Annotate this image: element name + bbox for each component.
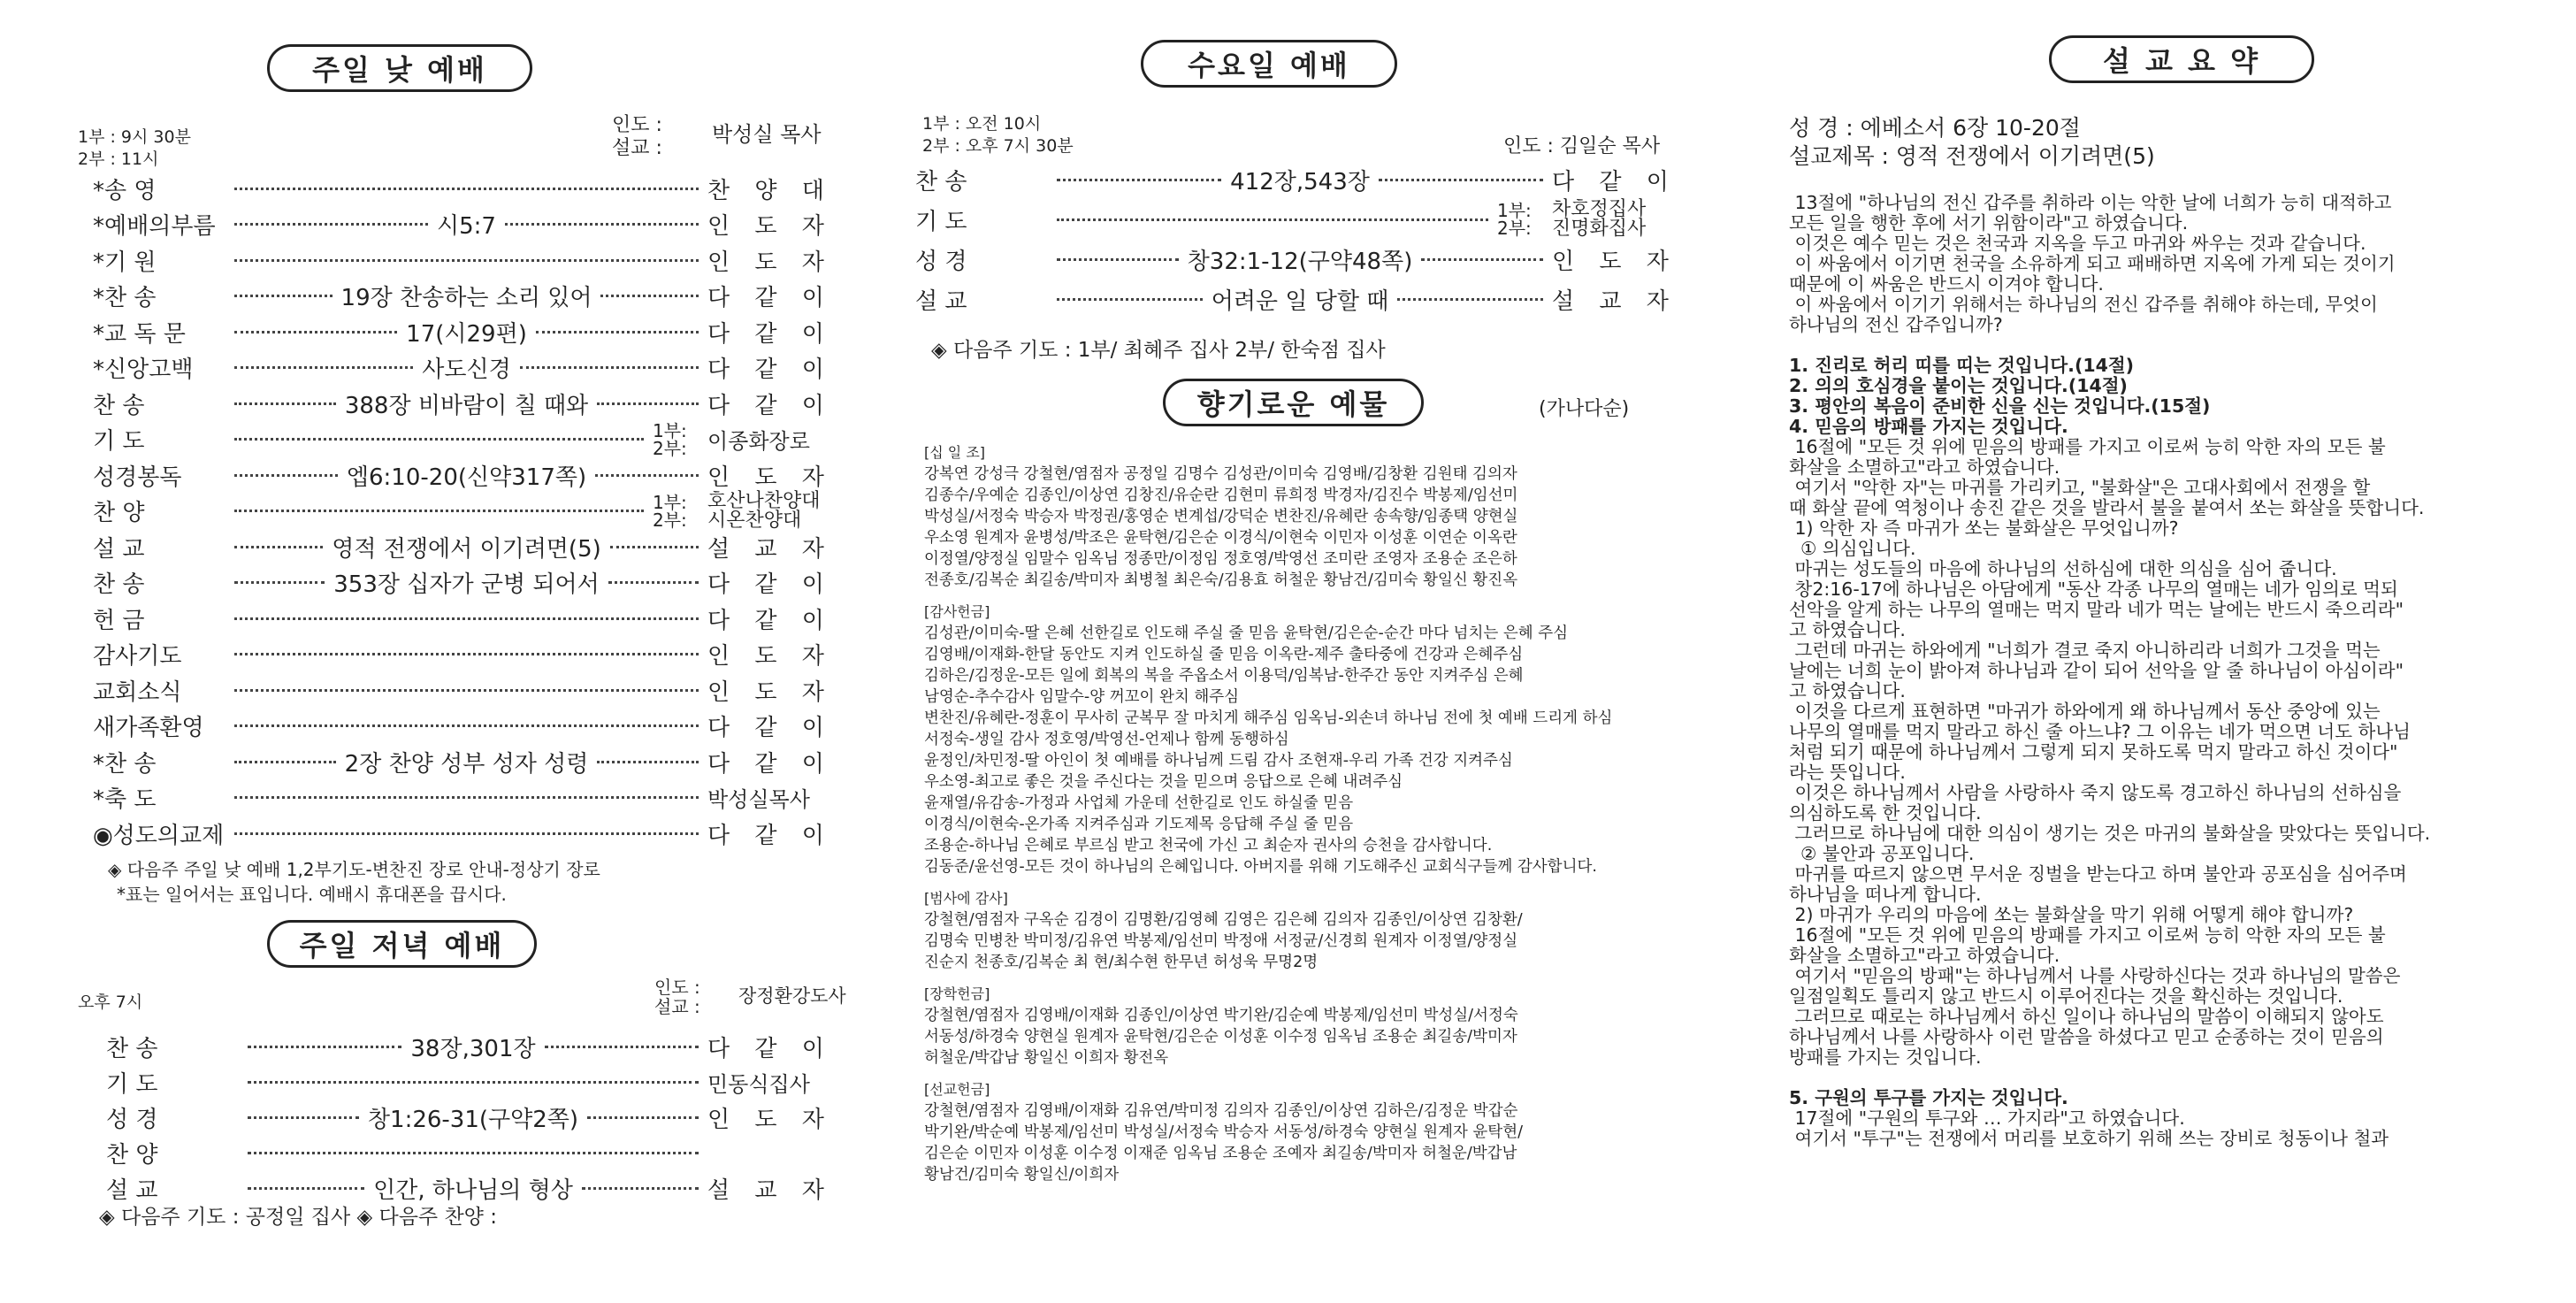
order-label: 성 경	[106, 1106, 158, 1133]
order-content	[225, 746, 707, 778]
sermon-line: 1) 악한 자 즉 마귀가 쏘는 불화살은 무엇입니까?	[1789, 517, 2179, 539]
sermon-line: 3. 평안의 복음이 준비한 신을 신는 것입니다.(15절)	[1789, 395, 2211, 417]
order-performer: 박성실목사	[707, 787, 810, 812]
order-performers	[1552, 200, 1693, 239]
leader-dots	[610, 546, 699, 548]
sermon-line: 라는 뜻입니다.	[1789, 762, 1906, 783]
order-performer: 인 도 자	[707, 1106, 833, 1133]
order-content	[225, 316, 707, 349]
sermon-line: 고 하였습니다.	[1789, 680, 1906, 701]
order-label: 성 경	[915, 248, 967, 275]
order-performer: 다 같 이	[707, 392, 833, 419]
offering-section	[924, 602, 1693, 878]
order-performer: 호산나찬양대	[707, 489, 821, 512]
leader-dots	[520, 366, 699, 369]
order-label: ◉성도의교제	[93, 822, 225, 849]
order-label: 설 교	[106, 1177, 158, 1204]
offering-line: 허철운/박갑남 황일신 이희자 황전옥	[924, 1049, 1169, 1067]
order-performer: 진명화집사	[1552, 218, 1647, 240]
order-row	[93, 350, 849, 386]
officiant-name: 박성실 목사	[712, 122, 822, 147]
order-row	[915, 162, 1693, 197]
leader-dots	[234, 761, 336, 763]
leader-dots	[536, 331, 699, 333]
leader-dots	[582, 1187, 699, 1190]
order-performer: 다 같 이	[707, 320, 833, 348]
order-label: *송 영	[93, 177, 157, 204]
officiant-label-sermon: 설교 :	[612, 137, 662, 159]
offering-line: 전종호/김복순 최길송/박미자 최병철 최은숙/김용효 허철운 황남건/김미숙 황일신 황진옥	[924, 571, 1518, 589]
sermon-line: ① 의심입니다.	[1789, 538, 1916, 559]
order-performer: 다 같 이	[707, 356, 833, 383]
part-label: 2부:	[1497, 218, 1532, 239]
offering-line: 강복연 강성극 강철현/염점자 공정일 김명수 김성관/이미숙 김영배/김창환 김원태 김의자	[924, 465, 1517, 483]
offering-line: 박기완/박순예 박봉제/임선미 박성실/서정숙 박승자 서동성/하경숙 양현실 원계자 윤탁현/	[924, 1123, 1523, 1141]
offering-line: 우소영 원계자 윤병성/박조은 윤탁현/김은순 이경식/이현숙 이민자 이성훈 이연순 이옥란	[924, 529, 1517, 547]
part-label: 1부:	[653, 419, 687, 441]
order-row	[93, 386, 849, 421]
sermon-line: 여기서 "투구"는 전쟁에서 머리를 보호하기 위해 쓰는 장비로 청동이나 철과	[1789, 1128, 2389, 1149]
order-label: 기 도	[106, 1070, 158, 1098]
sermon-line: 하나님의 전신 갑주입니까?	[1789, 314, 2003, 335]
offering-sections	[924, 442, 1693, 1196]
sermon-line: 그러므로 때로는 하나님께서 하신 일이나 하나님의 말씀이 이해되지 않아도	[1789, 1006, 2384, 1027]
order-performer: 민동식집사	[707, 1071, 810, 1097]
sermon-line: 방패를 가지는 것입니다.	[1789, 1046, 1982, 1068]
sermon-line: 이 싸움에서 이기기 위해서는 하나님의 전신 갑주를 취해야 하는데, 무엇이	[1789, 294, 2378, 315]
order-row	[93, 637, 849, 672]
sermon-line: 여기서 "믿음의 방패"는 하나님께서 나를 사랑하신다는 것과 하나님의 말씀은	[1789, 965, 2401, 986]
order-performer: 다 같 이	[707, 715, 833, 741]
order-label: *찬 송	[93, 285, 157, 311]
order-row	[93, 816, 849, 851]
sermon-line: ② 불안과 공포입니다.	[1789, 843, 1975, 864]
part-label: 2부:	[653, 509, 687, 531]
offering-line: 남영순-추수감사 임말수-양 꺼꼬이 완치 해주심	[924, 688, 1240, 706]
sermon-line: 그런데 마귀는 하와에게 "너희가 결코 죽지 아니하리라 너희가 그것을 먹는	[1789, 640, 2381, 661]
leader-dots	[234, 223, 428, 226]
sermon-line: 창2:16-17에 하나님은 아담에게 "동산 각종 나무의 열매는 네가 임의로 먹되	[1789, 579, 2398, 600]
order-content	[225, 724, 707, 727]
offering-order-note: (가나다순)	[1539, 398, 1630, 420]
order-content	[1048, 243, 1552, 276]
order-content	[239, 1081, 707, 1084]
evening-label-sermon: 설교 :	[654, 996, 700, 1017]
order-performer: 설 교 자	[1552, 287, 1678, 315]
order-content	[225, 531, 707, 563]
sermon-line	[1789, 1068, 2558, 1088]
sermon-line: 하나님을 떠나게 합니다.	[1789, 884, 1982, 905]
sermon-line: 2. 의의 호심경을 붙이는 것입니다.(14절)	[1789, 375, 2128, 396]
order-content	[225, 188, 707, 190]
sermon-summary-column	[1782, 0, 2560, 1303]
order-label: 감사기도	[93, 643, 182, 670]
order-item-text: 창32:1-12(구약48쪽)	[1187, 248, 1413, 275]
offering-section	[924, 888, 1693, 973]
part-label: 2부:	[653, 437, 687, 459]
sermon-line: 마귀를 따르지 않으면 무서운 징벌을 받는다고 하며 불안과 공포심을 심어주며	[1789, 863, 2407, 885]
order-row	[106, 1135, 849, 1170]
order-label: 찬 양	[93, 500, 145, 526]
sermon-line: 화살을 소멸하고"라고 하였습니다.	[1789, 945, 2060, 966]
sermon-heading: 설교제목 : 영적 전쟁에서 이기려면(5)	[1789, 143, 2155, 169]
order-row	[93, 171, 849, 206]
leader-dots	[248, 1187, 364, 1190]
leader-dots	[505, 223, 699, 226]
leader-dots	[1057, 298, 1203, 301]
order-performer: 다 같 이	[707, 1035, 833, 1062]
leader-dots	[248, 1046, 401, 1048]
offering-section	[924, 1079, 1693, 1185]
sunday-day-title: 주일 낮 예배	[267, 44, 532, 92]
leader-dots	[234, 366, 413, 369]
offering-line: 강철현/염점자 구옥순 김경이 김명환/김영혜 김영은 김은혜 김의자 김종인/이상연 김창환/	[924, 911, 1523, 929]
sermon-line: 2) 마귀가 우리의 마음에 쏘는 불화살을 막기 위해 어떻게 해야 합니까?	[1789, 904, 2354, 925]
leader-dots	[234, 259, 699, 262]
order-label: 설 교	[915, 287, 967, 315]
sermon-line	[1789, 335, 2558, 356]
sermon-line: 16절에 "모든 것 위에 믿음의 방패를 가지고 이로써 능히 악한 자의 모든 불	[1789, 436, 2386, 457]
order-content	[239, 1172, 707, 1205]
wed-next-prayer: ◈ 다음주 기도 : 1부/ 최혜주 집사 2부/ 한숙점 집사	[931, 339, 1386, 362]
sermon-line: 여기서 "악한 자"는 마귀를 가리키고, "불화살"은 고대사회에서 전쟁을 할	[1789, 477, 2371, 498]
sermon-body	[1789, 193, 2558, 1149]
wed-time-1: 1부 : 오전 10시	[922, 114, 1042, 134]
order-content	[239, 1152, 707, 1154]
evening-officiant-name: 장정환강도사	[738, 985, 846, 1007]
order-performer: 인 도 자	[707, 249, 833, 276]
leader-dots	[587, 1116, 699, 1119]
order-content	[1048, 283, 1552, 316]
leader-dots	[234, 295, 333, 297]
leader-dots	[248, 1116, 359, 1119]
offering-line: 변찬진/유혜란-정훈이 무사히 군복무 잘 마치게 해주심 임옥님-외손녀 하나님 전에 첫 예배 드리게 하심	[924, 709, 1613, 727]
order-label: *축 도	[93, 786, 157, 813]
order-performer: 이종화장로	[707, 429, 810, 454]
order-performer: 설 교 자	[707, 1177, 833, 1204]
order-label: 찬 양	[106, 1141, 158, 1169]
offering-line: 김하은/김정운-모든 일에 회복의 복을 주옵소서 이용덕/임복남-한주간 동안 지켜주심 은혜	[924, 667, 1524, 685]
offering-line: 이정열/양정실 임말수 임옥님 정종만/이정임 정호영/박영선 조미란 조영자 조용순 조은하	[924, 550, 1517, 568]
order-row	[93, 457, 849, 493]
leader-dots	[600, 295, 699, 297]
part-label: 1부:	[653, 491, 687, 513]
offering-section-head: [감사헌금]	[924, 603, 990, 620]
officiant-label-lead: 인도 :	[612, 114, 662, 136]
sermon-line: 마귀는 성도들의 마음에 하나님의 선하심에 대한 의심을 심어 줍니다.	[1789, 558, 2337, 579]
sermon-line: 처럼 되기 때문에 하나님께서 그렇게 되지 못하도록 먹지 말라고 하신 것이다"	[1789, 741, 2398, 763]
leader-dots	[1057, 218, 1488, 221]
order-content	[225, 491, 707, 531]
sermon-line: 일점일획도 틀리지 않고 반드시 이루어진다는 것을 확신하는 것입니다.	[1789, 985, 2343, 1007]
leader-dots	[234, 510, 644, 512]
order-row	[915, 241, 1693, 277]
offering-line: 김동준/윤선영-모든 것이 하나님의 은혜입니다. 아버지를 위해 기도해주신 교회식구들께 감사합니다.	[924, 858, 1597, 876]
order-label: *신앙고백	[93, 356, 194, 383]
offering-line: 강철현/염점자 김영배/이재화 김종인/이상연 박기완/김순예 박봉제/임선미 박성실/서정숙	[924, 1007, 1518, 1024]
order-performer: 찬 양 대	[707, 177, 833, 204]
offering-title: 향기로운 예물	[1163, 379, 1424, 426]
sermon-line: 선악을 알게 하는 나무의 열매는 먹지 말라 네가 먹는 날에는 반드시 죽으리라"	[1789, 599, 2404, 620]
order-item-text: 영적 전쟁에서 이기려면(5)	[332, 535, 601, 563]
order-content	[239, 1101, 707, 1134]
order-content	[225, 280, 707, 312]
wed-time-2: 2부 : 오후 7시 30분	[922, 136, 1074, 156]
sermon-line: 이 싸움에서 이기면 천국을 소유하게 되고 패배하면 지옥에 가게 되는 것이기	[1789, 253, 2396, 274]
order-content	[225, 459, 707, 492]
order-content	[225, 653, 707, 655]
offering-section-head: [장학헌금]	[924, 985, 990, 1002]
offering-line: 서정숙-생일 감사 정호영/박영선-언제나 함께 동행하심	[924, 731, 1289, 748]
offering-line: 김종수/우예순 김종인/이상연 김창진/유순란 김현미 류희정 박경자/김진수 박봉제/임선미	[924, 487, 1518, 504]
order-performer: 시온찬양대	[707, 509, 802, 532]
order-label: *예배의부름	[93, 213, 216, 240]
sermon-line: 때 화살 끝에 역청이나 송진 같은 것을 발라서 불을 붙여서 쏘는 화살을 뜻합니다.	[1789, 497, 2425, 518]
sermon-line: 4. 믿음의 방패를 가지는 것입니다.	[1789, 416, 2068, 437]
order-row	[106, 1100, 849, 1135]
order-item-text: 2장 찬양 성부 성자 성령	[344, 750, 589, 778]
leader-dots	[248, 1081, 699, 1084]
order-content	[1048, 202, 1552, 237]
service-time-1: 1부 : 9시 30분	[78, 127, 191, 147]
leader-dots	[1057, 258, 1179, 261]
order-label: 헌 금	[93, 607, 145, 634]
order-performer: 인 도 자	[707, 213, 833, 240]
offering-line: 조용순-하나님 은혜로 부르심 받고 천국에 가신 고 최순자 권사의 승천을 감사합니다.	[924, 837, 1493, 855]
leader-dots	[234, 617, 699, 620]
order-label: *기 원	[93, 249, 157, 276]
order-row	[93, 744, 849, 779]
order-content	[225, 832, 707, 835]
leader-dots	[234, 438, 644, 441]
order-row	[93, 601, 849, 636]
order-content	[1048, 164, 1552, 196]
part-labels	[653, 491, 707, 531]
sermon-line: 날에는 너희 눈이 밝아져 하나님과 같이 되어 선악을 알 줄 하나님이 아심이라"	[1789, 660, 2404, 681]
sermon-line: 고 하였습니다.	[1789, 619, 1906, 640]
leader-dots	[1397, 298, 1543, 301]
sunday-service-column	[71, 0, 849, 1303]
order-row	[915, 281, 1693, 317]
order-label: 기 도	[93, 428, 145, 455]
sermon-line: 그러므로 하나님에 대한 의심이 생기는 것은 마귀의 불화살을 맞았다는 뜻입니다.	[1789, 823, 2431, 844]
order-content	[225, 259, 707, 262]
leader-dots	[234, 653, 699, 655]
leader-dots	[234, 832, 699, 835]
order-content	[225, 387, 707, 420]
order-row	[93, 709, 849, 744]
order-label: 찬 송	[915, 168, 967, 195]
sermon-line: 17절에 "구원의 투구와 … 가지라"고 하였습니다.	[1789, 1108, 2185, 1129]
evening-label-lead: 인도 :	[654, 977, 700, 998]
order-row	[93, 279, 849, 314]
part-labels	[1497, 202, 1552, 237]
leader-dots	[1057, 179, 1221, 181]
order-row	[93, 672, 849, 708]
order-label: 기 도	[915, 208, 967, 235]
order-performer: 다 같 이	[707, 571, 833, 598]
leader-dots	[234, 724, 699, 727]
order-performer: 다 같 이	[707, 607, 833, 634]
order-content	[225, 689, 707, 692]
order-row	[93, 242, 849, 278]
order-content	[225, 617, 707, 620]
order-label: 찬 송	[106, 1035, 158, 1062]
order-label: 새가족환영	[93, 715, 204, 741]
offering-line: 진순지 천종호/김복순 최 현/최수현 한무년 허성욱 무명2명	[924, 954, 1319, 971]
evening-title: 주일 저녁 예배	[267, 920, 537, 968]
order-item-text: 412장,543장	[1230, 168, 1370, 195]
offering-line: 김영배/이재화-한달 동안도 지켜 인도하실 줄 믿음 이옥란-제주 출타중에 건강과 은혜주심	[924, 646, 1524, 663]
sermon-line: 때문에 이 싸움은 반드시 이겨야 합니다.	[1789, 273, 2104, 295]
offering-section-head: [범사에 감사]	[924, 890, 1008, 907]
sermon-line: 나무의 열매를 먹지 말라고 하신 줄 아느냐? 그 이유는 네가 먹으면 너도 하나님	[1789, 721, 2411, 742]
order-row	[915, 198, 1693, 240]
order-performer: 다 같 이	[707, 750, 833, 778]
offering-line: 이경식/이현숙-온가족 지켜주심과 기도제목 응답해 주실 줄 믿음	[924, 816, 1354, 833]
order-performer: 차호정집사	[1552, 198, 1647, 220]
order-performers	[707, 489, 849, 532]
part-label: 1부:	[1497, 200, 1532, 221]
leader-dots	[1421, 258, 1543, 261]
order-content	[225, 208, 707, 241]
order-item-text: 사도신경	[422, 356, 511, 383]
order-row	[93, 529, 849, 564]
order-performer: 인 도 자	[707, 678, 833, 706]
order-row	[93, 489, 849, 532]
order-label: *교 독 문	[93, 320, 186, 348]
leader-dots	[234, 581, 325, 584]
sermon-scripture: 성 경 : 에베소서 6장 10-20절	[1789, 115, 2081, 141]
part-labels	[653, 419, 707, 459]
sermon-line: 이것을 다르게 표현하면 "마귀가 하와에게 왜 하나님께서 동산 중앙에 있는	[1789, 701, 2381, 722]
leader-dots	[1379, 179, 1543, 181]
order-label: 설 교	[93, 535, 145, 563]
order-row	[93, 565, 849, 601]
order-label: *찬 송	[93, 750, 157, 778]
order-item-text: 시5:7	[437, 213, 496, 240]
leader-dots	[234, 474, 338, 477]
order-performer: 인 도 자	[1552, 248, 1678, 275]
leader-dots	[545, 1046, 699, 1048]
offering-line: 김명숙 민병찬 박미정/김유연 박봉제/임선미 박정애 서정균/신경희 원계자 이정열/양정실	[924, 932, 1518, 950]
order-item-text: 17(시29편)	[406, 320, 527, 348]
order-performer: 다 같 이	[707, 822, 833, 849]
leader-dots	[234, 796, 699, 799]
sermon-line: 의심하도록 한 것입니다.	[1789, 802, 1982, 824]
order-label: 교회소식	[93, 678, 182, 706]
order-label: 성경봉독	[93, 464, 182, 491]
order-row	[93, 419, 849, 459]
wednesday-title: 수요일 예배	[1141, 40, 1397, 88]
sermon-line: 13절에 "하나님의 전신 갑주를 취하라 이는 악한 날에 너희가 능히 대적하고	[1789, 192, 2392, 213]
offering-line: 서동성/하경숙 양현실 원계자 윤탁현/김은순 이성훈 이수정 임옥님 조용순 최길송/박미자	[924, 1028, 1517, 1046]
order-performer: 인 도 자	[707, 643, 833, 670]
offering-line: 김성관/이미숙-딸 은혜 선한길로 인도해 주실 줄 믿음 윤탁현/김은순-순간 마다 넘치는 은혜 주심	[924, 625, 1568, 642]
offering-line: 김은순 이민자 이성훈 이수정 이재준 임옥님 조용순 조예자 최길송/박미자 허철운/박갑남	[924, 1145, 1517, 1162]
sermon-line: 모든 일을 행한 후에 서기 위함이라"고 하였습니다.	[1789, 212, 2189, 234]
sermon-line: 화살을 소멸하고"라고 하였습니다.	[1789, 456, 2060, 478]
order-content	[225, 566, 707, 599]
leader-dots	[234, 546, 323, 548]
offering-line: 윤재열/유감송-가정과 사업체 가운데 선한길로 인도 하실줄 믿음	[924, 794, 1354, 812]
order-performer: 인 도 자	[707, 464, 833, 491]
sermon-line: 이것은 하나님께서 사람을 사랑하사 죽지 않도록 경고하신 하나님의 선하심을	[1789, 782, 2402, 803]
leader-dots	[234, 689, 699, 692]
sermon-line: 5. 구원의 투구를 가지는 것입니다.	[1789, 1087, 2068, 1108]
leader-dots	[234, 331, 397, 333]
order-item-text: 388장 비바람이 칠 때와	[344, 392, 589, 419]
leader-dots	[595, 474, 699, 477]
sermon-summary-title: 설 교 요 약	[2049, 35, 2314, 83]
leader-dots	[597, 402, 699, 405]
evening-next-note: ◈ 다음주 기도 : 공정일 집사 ◈ 다음주 찬양 :	[99, 1206, 497, 1229]
order-performer: 다 같 이	[1552, 168, 1678, 195]
service-time-2: 2부 : 11시	[78, 149, 159, 169]
sermon-line: 하나님께서 나를 사랑하사 이런 말씀을 하셨다고 믿고 순종하는 것이 믿음의	[1789, 1026, 2384, 1047]
order-label: 찬 송	[93, 392, 145, 419]
sermon-line: 1. 진리로 허리 띠를 띠는 것입니다.(14절)	[1789, 355, 2135, 376]
wed-leader: 인도 : 김일순 목사	[1503, 135, 1661, 157]
offering-line: 강철현/염점자 김영배/이재화 김유연/박미정 김의자 김종인/이상연 김하은/김정운 박갑순	[924, 1102, 1518, 1120]
offering-line: 황남건/김미숙 황일신/이희자	[924, 1166, 1120, 1184]
order-item-text: 어려운 일 당할 때	[1211, 287, 1389, 315]
offering-line: 박성실/서정숙 박승자 박정권/홍영순 변계섭/강덕순 변찬진/유혜란 송속향/임종택 양현실	[924, 508, 1518, 525]
order-label: 찬 송	[93, 571, 145, 598]
leader-dots	[248, 1152, 699, 1154]
offering-section-head: [선교헌금]	[924, 1081, 990, 1098]
offering-line: 우소영-최고로 좋은 것을 주신다는 것을 믿으며 응답으로 은혜 내려주심	[924, 773, 1403, 791]
standing-note: *표는 일어서는 표입니다. 예배시 휴대폰을 끕시다.	[117, 884, 507, 905]
order-content	[225, 796, 707, 799]
order-row	[93, 207, 849, 242]
wednesday-column	[915, 0, 1693, 1303]
order-item-text: 19장 찬송하는 소리 있어	[340, 285, 592, 311]
leader-dots	[597, 761, 699, 763]
leader-dots	[608, 581, 699, 584]
order-performer: 다 같 이	[707, 285, 833, 311]
sermon-line: 이것은 예수 믿는 것은 천국과 지옥을 두고 마귀와 싸우는 것과 같습니다.	[1789, 233, 2366, 254]
order-row	[106, 1029, 849, 1064]
order-performer: 설 교 자	[707, 535, 833, 563]
sermon-line: 16절에 "모든 것 위에 믿음의 방패를 가지고 이로써 능히 악한 자의 모든 불	[1789, 924, 2386, 946]
offering-section	[924, 984, 1693, 1069]
order-content	[239, 1031, 707, 1063]
order-row	[93, 780, 849, 816]
next-week-note: ◈ 다음주 주일 낮 예배 1,2부기도-변찬진 장로 안내-정상기 장로	[108, 859, 600, 880]
order-item-text: 38장,301장	[410, 1035, 536, 1062]
offering-section	[924, 442, 1693, 591]
order-item-text: 엡6:10-20(신약317쪽)	[346, 464, 587, 491]
order-content	[225, 419, 707, 459]
order-content	[225, 351, 707, 384]
order-item-text: 창1:26-31(구약2쪽)	[367, 1106, 579, 1133]
evening-time: 오후 7시	[78, 993, 143, 1012]
order-item-text: 인간, 하나님의 형상	[373, 1177, 573, 1204]
order-row	[93, 314, 849, 349]
leader-dots	[234, 402, 336, 405]
order-item-text: 353장 십자가 군병 되어서	[333, 571, 600, 598]
offering-line: 윤정인/차민정-딸 아인이 첫 예배를 하나님께 드림 감사 조현재-우리 가족 건강 지켜주심	[924, 752, 1513, 770]
offering-section-head: [십 일 조]	[924, 444, 986, 461]
leader-dots	[234, 188, 699, 190]
order-row	[106, 1064, 849, 1100]
